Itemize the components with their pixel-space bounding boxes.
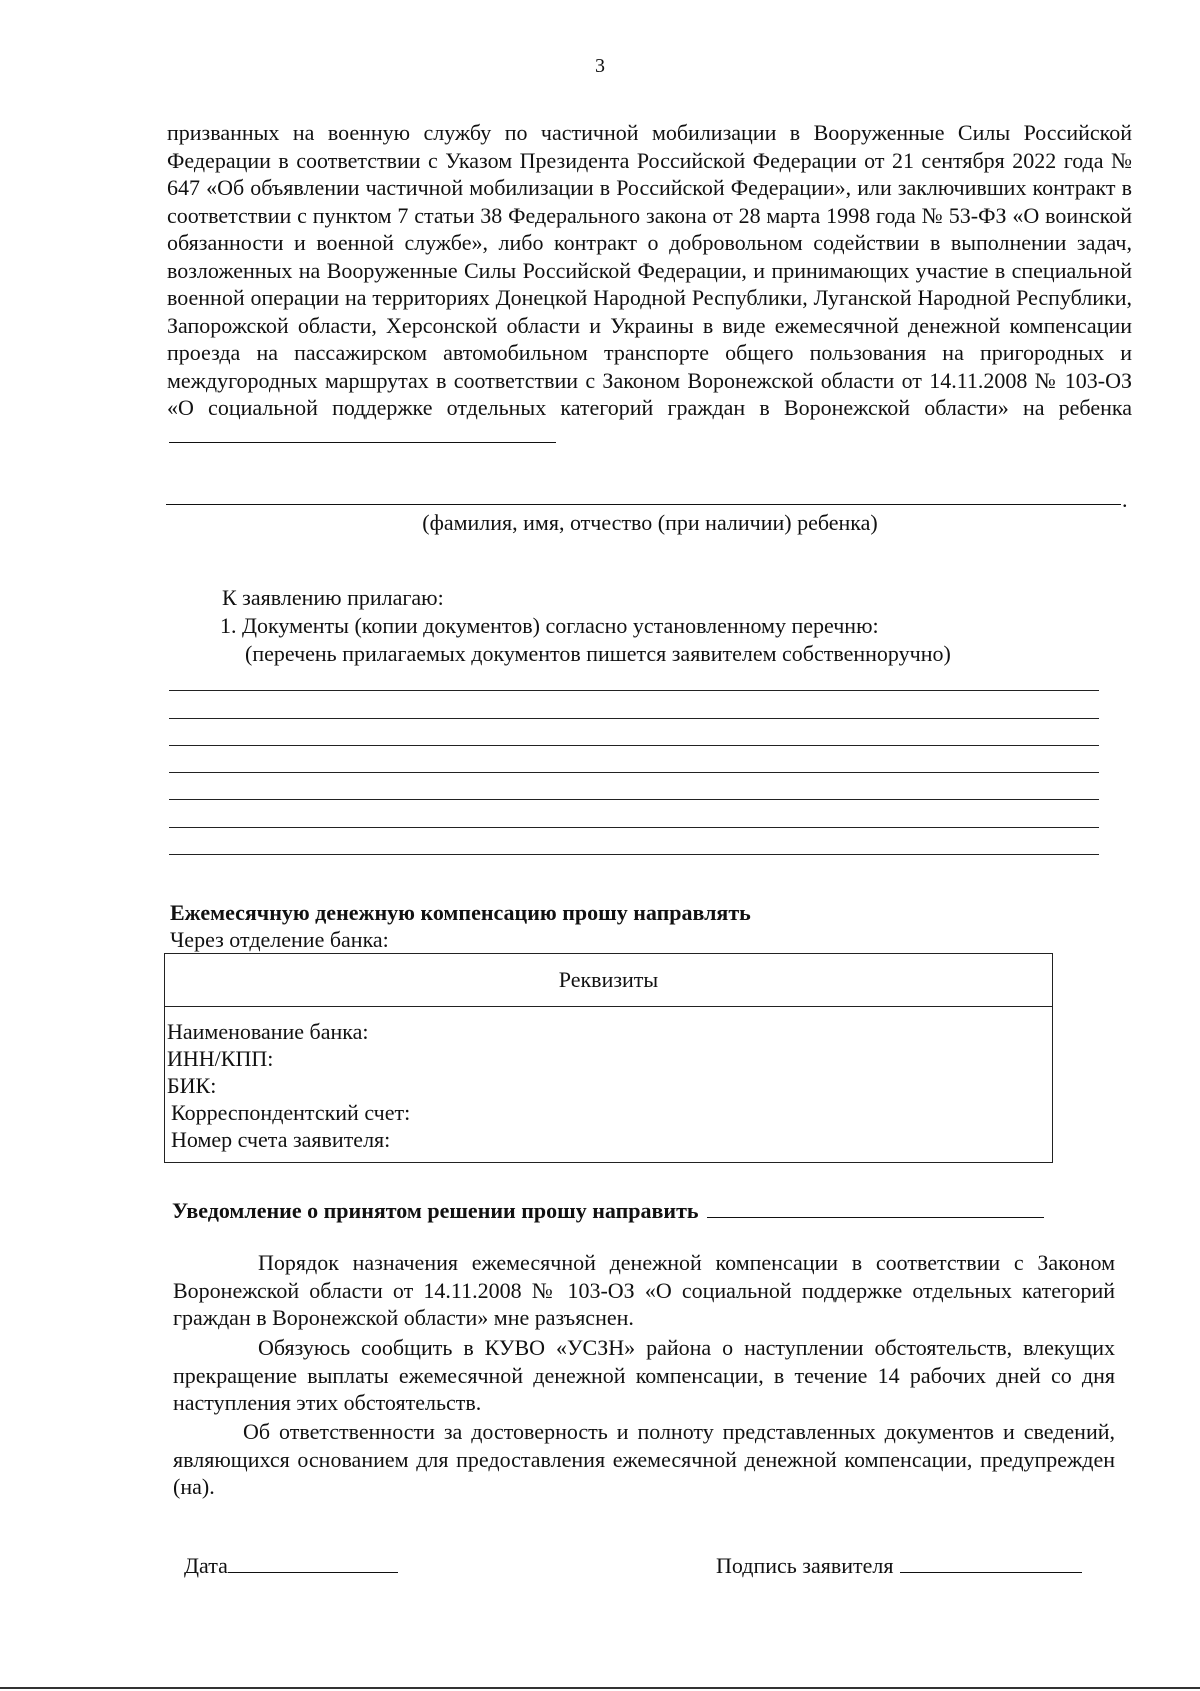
requisites-title: Реквизиты bbox=[558, 967, 659, 992]
attachment-write-line[interactable] bbox=[169, 772, 1099, 773]
child-name-caption: (фамилия, имя, отчество (при наличии) ребенка) bbox=[422, 510, 878, 535]
intro-paragraph bbox=[167, 119, 1132, 449]
attachment-write-line[interactable] bbox=[169, 690, 1099, 691]
correspondent-account-field[interactable]: Корреспондентский счет: bbox=[171, 1100, 411, 1125]
obligation-paragraph: Обязуюсь сообщить в КУВО «УСЗН» района о наступлении обстоятельств, влекущих прекращение выплаты ежемесячной денежной компенсации, в течение 14 рабочих дней со дня наступления этих обстоятельств. bbox=[173, 1335, 1115, 1415]
attachment-write-line[interactable] bbox=[169, 854, 1099, 855]
intro-text: призванных на военную службу по частичной мобилизации в Вооруженные Силы Российской Федерации в соответствии с Указом Президента Российской Федерации от 21 сентября 2022 года № 647 «Об объявлении частичной мобилизации в Российской Федерации», или заключивших контракт в соответствии с пунктом 7 статьи 38 Федерального закона от 28 марта 1998 года № 53-ФЗ «О воинской обязанности и военной службе», либо контракт о добровольном содействии в выполнении задач, возложенных на Вооруженные Силы Российской Федерации, и принимающих участие в специальной военной операции на территориях Донецкой Народной Республики, Луганской Народной Республики, Запорожской области, Херсонской области и Украины в виде ежемесячной денежной компенсации проезда на пассажирском автомобильном транспорте общего пользования на пригородных и междугородных маршрутах в соответствии с Законом Воронежской области от 14.11.2008 № 103-ОЗ «О социальной поддержке отдельных категорий граждан в Воронежской области» на ребенка bbox=[167, 120, 1132, 420]
payment-heading: Ежемесячную денежную компенсацию прошу направлять bbox=[170, 900, 751, 925]
child-line-period: . bbox=[1122, 487, 1128, 512]
bank-name-field[interactable]: Наименование банка: bbox=[167, 1019, 369, 1044]
attachment-write-line[interactable] bbox=[169, 745, 1099, 746]
inn-kpp-field[interactable]: ИНН/КПП: bbox=[167, 1046, 274, 1071]
child-name-line-continued[interactable] bbox=[166, 504, 1121, 505]
attachments-note: (перечень прилагаемых документов пишется заявителем собственноручно) bbox=[245, 641, 951, 666]
date-row bbox=[184, 1552, 398, 1579]
notice-label: Уведомление о принятом решении прошу направить bbox=[172, 1198, 699, 1223]
attachment-write-line[interactable] bbox=[169, 718, 1099, 719]
notice-row bbox=[172, 1197, 1044, 1224]
signature-fill-line[interactable] bbox=[900, 1552, 1082, 1573]
applicant-account-field[interactable]: Номер счета заявителя: bbox=[171, 1127, 391, 1152]
bik-field[interactable]: БИК: bbox=[167, 1073, 217, 1098]
notice-fill-line[interactable] bbox=[707, 1197, 1044, 1218]
date-label: Дата bbox=[184, 1553, 228, 1578]
page-number: 3 bbox=[595, 55, 605, 77]
attachment-write-line[interactable] bbox=[169, 799, 1099, 800]
procedure-paragraph: Порядок назначения ежемесячной денежной компенсации в соответствии с Законом Воронежской области от 14.11.2008 № 103-ОЗ «О социальной поддержке отдельных категорий граждан в Воронежской области» мне разъяснен. bbox=[173, 1250, 1115, 1330]
signature-row bbox=[716, 1552, 1082, 1579]
requisites-table bbox=[164, 953, 1053, 1163]
date-fill-line[interactable] bbox=[228, 1552, 398, 1573]
responsibility-paragraph: Об ответственности за достоверность и полноту представленных документов и сведений, являющихся основанием для предоставления ежемесячной денежной компенсации, предупрежден (на). bbox=[173, 1419, 1115, 1499]
attachments-heading: К заявлению прилагаю: bbox=[222, 585, 444, 610]
attachment-write-line[interactable] bbox=[169, 827, 1099, 828]
via-bank-label: Через отделение банка: bbox=[170, 927, 389, 952]
attachments-item: 1. Документы (копии документов) согласно установленному перечню: bbox=[220, 613, 879, 638]
child-name-line[interactable] bbox=[169, 422, 556, 443]
signature-label: Подпись заявителя bbox=[716, 1553, 894, 1578]
requisites-divider bbox=[165, 1006, 1052, 1007]
page-bottom-rule bbox=[0, 1687, 1200, 1689]
